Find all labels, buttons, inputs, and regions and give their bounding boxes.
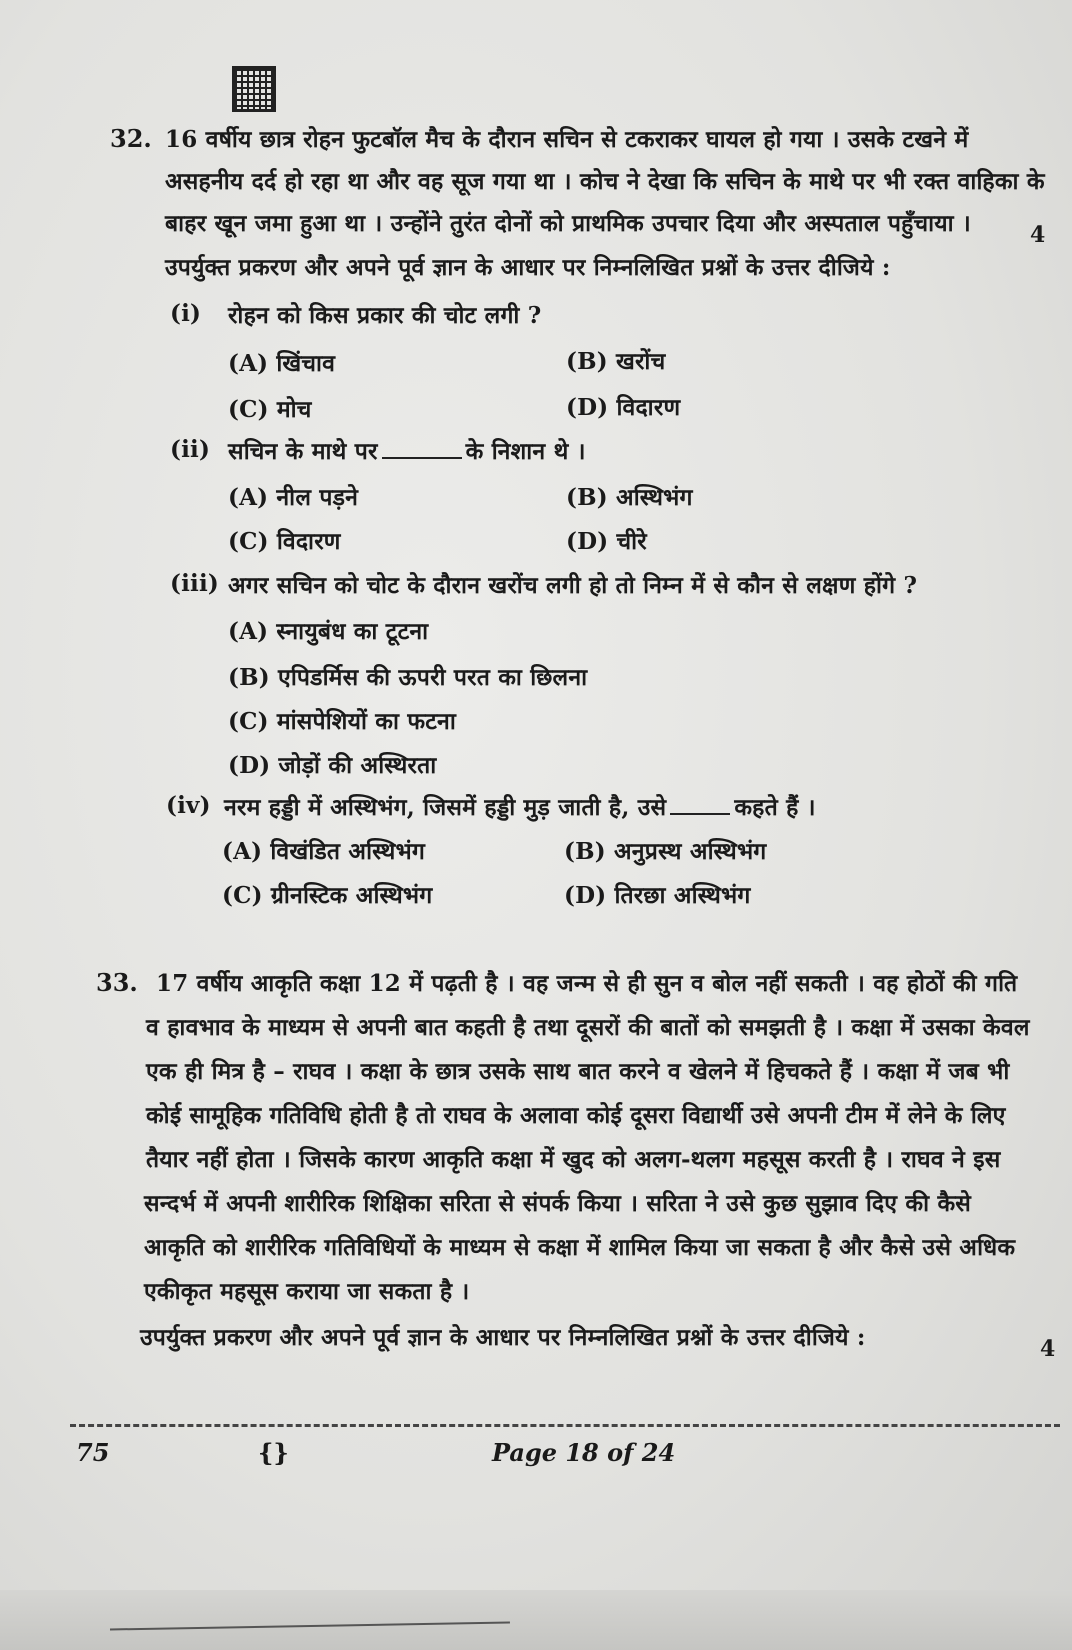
question-32-line-2: असहनीय दर्द हो रहा था और वह सूज गया था । कोच ने देखा कि सचिन के माथे पर भी रक्त वाहिका के [165,168,1045,195]
question-32-instruction: उपर्युक्त प्रकरण और अपने पूर्व ज्ञान के आधार पर निम्नलिखित प्रश्नों के उत्तर दीजिये : [165,254,891,281]
question-32-line-1: 16 वर्षीय छात्र रोहन फुटबॉल मैच के दौरान सचिन से टकराकर घायल हो गया । उसके टखने में [165,126,969,153]
answer-blank [670,811,730,815]
q32-iv-option-c: (C) ग्रीनस्टिक अस्थिभंग [222,882,433,909]
footer-code: 75 [76,1438,110,1467]
q32-iii-option-c: (C) मांसपेशियों का फटना [228,708,456,735]
answer-blank [382,455,462,459]
question-33-line-7: आकृति को शारीरिक गतिविधियों के माध्यम से कक्षा में शामिल किया जा सकता है और कैसे उसे अधिक [144,1234,1016,1261]
q32-i-option-d: (D) विदारण [566,394,681,421]
qr-code [232,66,276,112]
q32-iii-option-d: (D) जोड़ों की अस्थिरता [228,752,437,779]
q32-ii-option-b: (B) अस्थिभंग [566,484,693,511]
q32-iv-option-d: (D) तिरछा अस्थिभंग [564,882,751,909]
q32-ii-option-c: (C) विदारण [228,528,341,555]
question-33-line-8: एकीकृत महसूस कराया जा सकता है । [144,1278,470,1305]
q32-sub-ii-number: (ii) [170,436,211,463]
footer-braces: {} [258,1438,289,1467]
question-33-line-5: तैयार नहीं होता । जिसके कारण आकृति कक्षा में खुद को अलग-थलग महसूस करती है । राघव ने इस [146,1146,1001,1173]
q32-i-option-a: (A) खिंचाव [228,350,336,377]
q32-sub-i-text: रोहन को किस प्रकार की चोट लगी ? [228,302,542,329]
q32-sub-ii-text-before: सचिन के माथे पर [228,438,378,465]
q32-sub-i-number: (i) [170,300,202,327]
question-32-marks: 4 [1030,222,1046,248]
q32-sub-iv-question [224,790,816,822]
footer-page-number: Page 18 of 24 [492,1438,676,1467]
page-bottom-shadow [0,1590,1072,1650]
question-33-line-2: व हावभाव के माध्यम से अपनी बात कहती है तथा दूसरों की बातों को समझती है । कक्षा में उसका केवल [146,1014,1030,1041]
question-33-instruction: उपर्युक्त प्रकरण और अपने पूर्व ज्ञान के आधार पर निम्नलिखित प्रश्नों के उत्तर दीजिये : [140,1324,866,1351]
q32-ii-option-a: (A) नील पड़ने [228,484,359,511]
q32-sub-iii-text: अगर सचिन को चोट के दौरान खरोंच लगी हो तो निम्न में से कौन से लक्षण होंगे ? [228,572,918,599]
q32-ii-option-d: (D) चीरे [566,528,647,555]
q32-iii-option-b: (B) एपिडर्मिस की ऊपरी परत का छिलना [228,664,588,691]
q32-iv-option-a: (A) विखंडित अस्थिभंग [222,838,425,865]
question-33-marks: 4 [1040,1336,1056,1362]
q32-iii-option-a: (A) स्नायुबंध का टूटना [228,618,429,645]
page-divider [70,1424,1060,1427]
question-32-line-3: बाहर खून जमा हुआ था । उन्होंने तुरंत दोनों को प्राथमिक उपचार दिया और अस्पताल पहुँचाया । [165,210,971,237]
question-33-line-4: कोई सामूहिक गतिविधि होती है तो राघव के अलावा कोई दूसरा विद्यार्थी उसे अपनी टीम में लेने के लिए [146,1102,1006,1129]
question-33-line-6: सन्दर्भ में अपनी शारीरिक शिक्षिका सरिता से संपर्क किया । सरिता ने उसे कुछ सुझाव दिए की कैसे [144,1190,972,1217]
q32-sub-iii-number: (iii) [170,570,219,597]
question-33-line-3: एक ही मित्र है – राघव । कक्षा के छात्र उसके साथ बात करने व खेलने में हिचकते हैं । कक्षा में जब भी [146,1058,1010,1085]
q32-sub-iv-text-after: कहते हैं । [734,794,816,821]
q32-iv-option-b: (B) अनुप्रस्थ अस्थिभंग [564,838,767,865]
question-33-number: 33. [96,968,138,997]
q32-sub-iv-text-before: नरम हड्डी में अस्थिभंग, जिसमें हड्डी मुड़ जाती है, उसे [224,794,667,821]
q32-sub-ii-text-after: के निशान थे । [465,438,586,465]
q32-sub-ii-question [228,434,586,466]
q32-sub-iv-number: (iv) [166,792,211,819]
q32-i-option-c: (C) मोच [228,396,312,423]
question-33-line-1: 17 वर्षीय आकृति कक्षा 12 में पढ़ती है । वह जन्म से ही सुन व बोल नहीं सकती । वह होठों की गति [156,970,1018,997]
question-32-number: 32. [110,124,152,153]
q32-i-option-b: (B) खरोंच [566,348,666,375]
